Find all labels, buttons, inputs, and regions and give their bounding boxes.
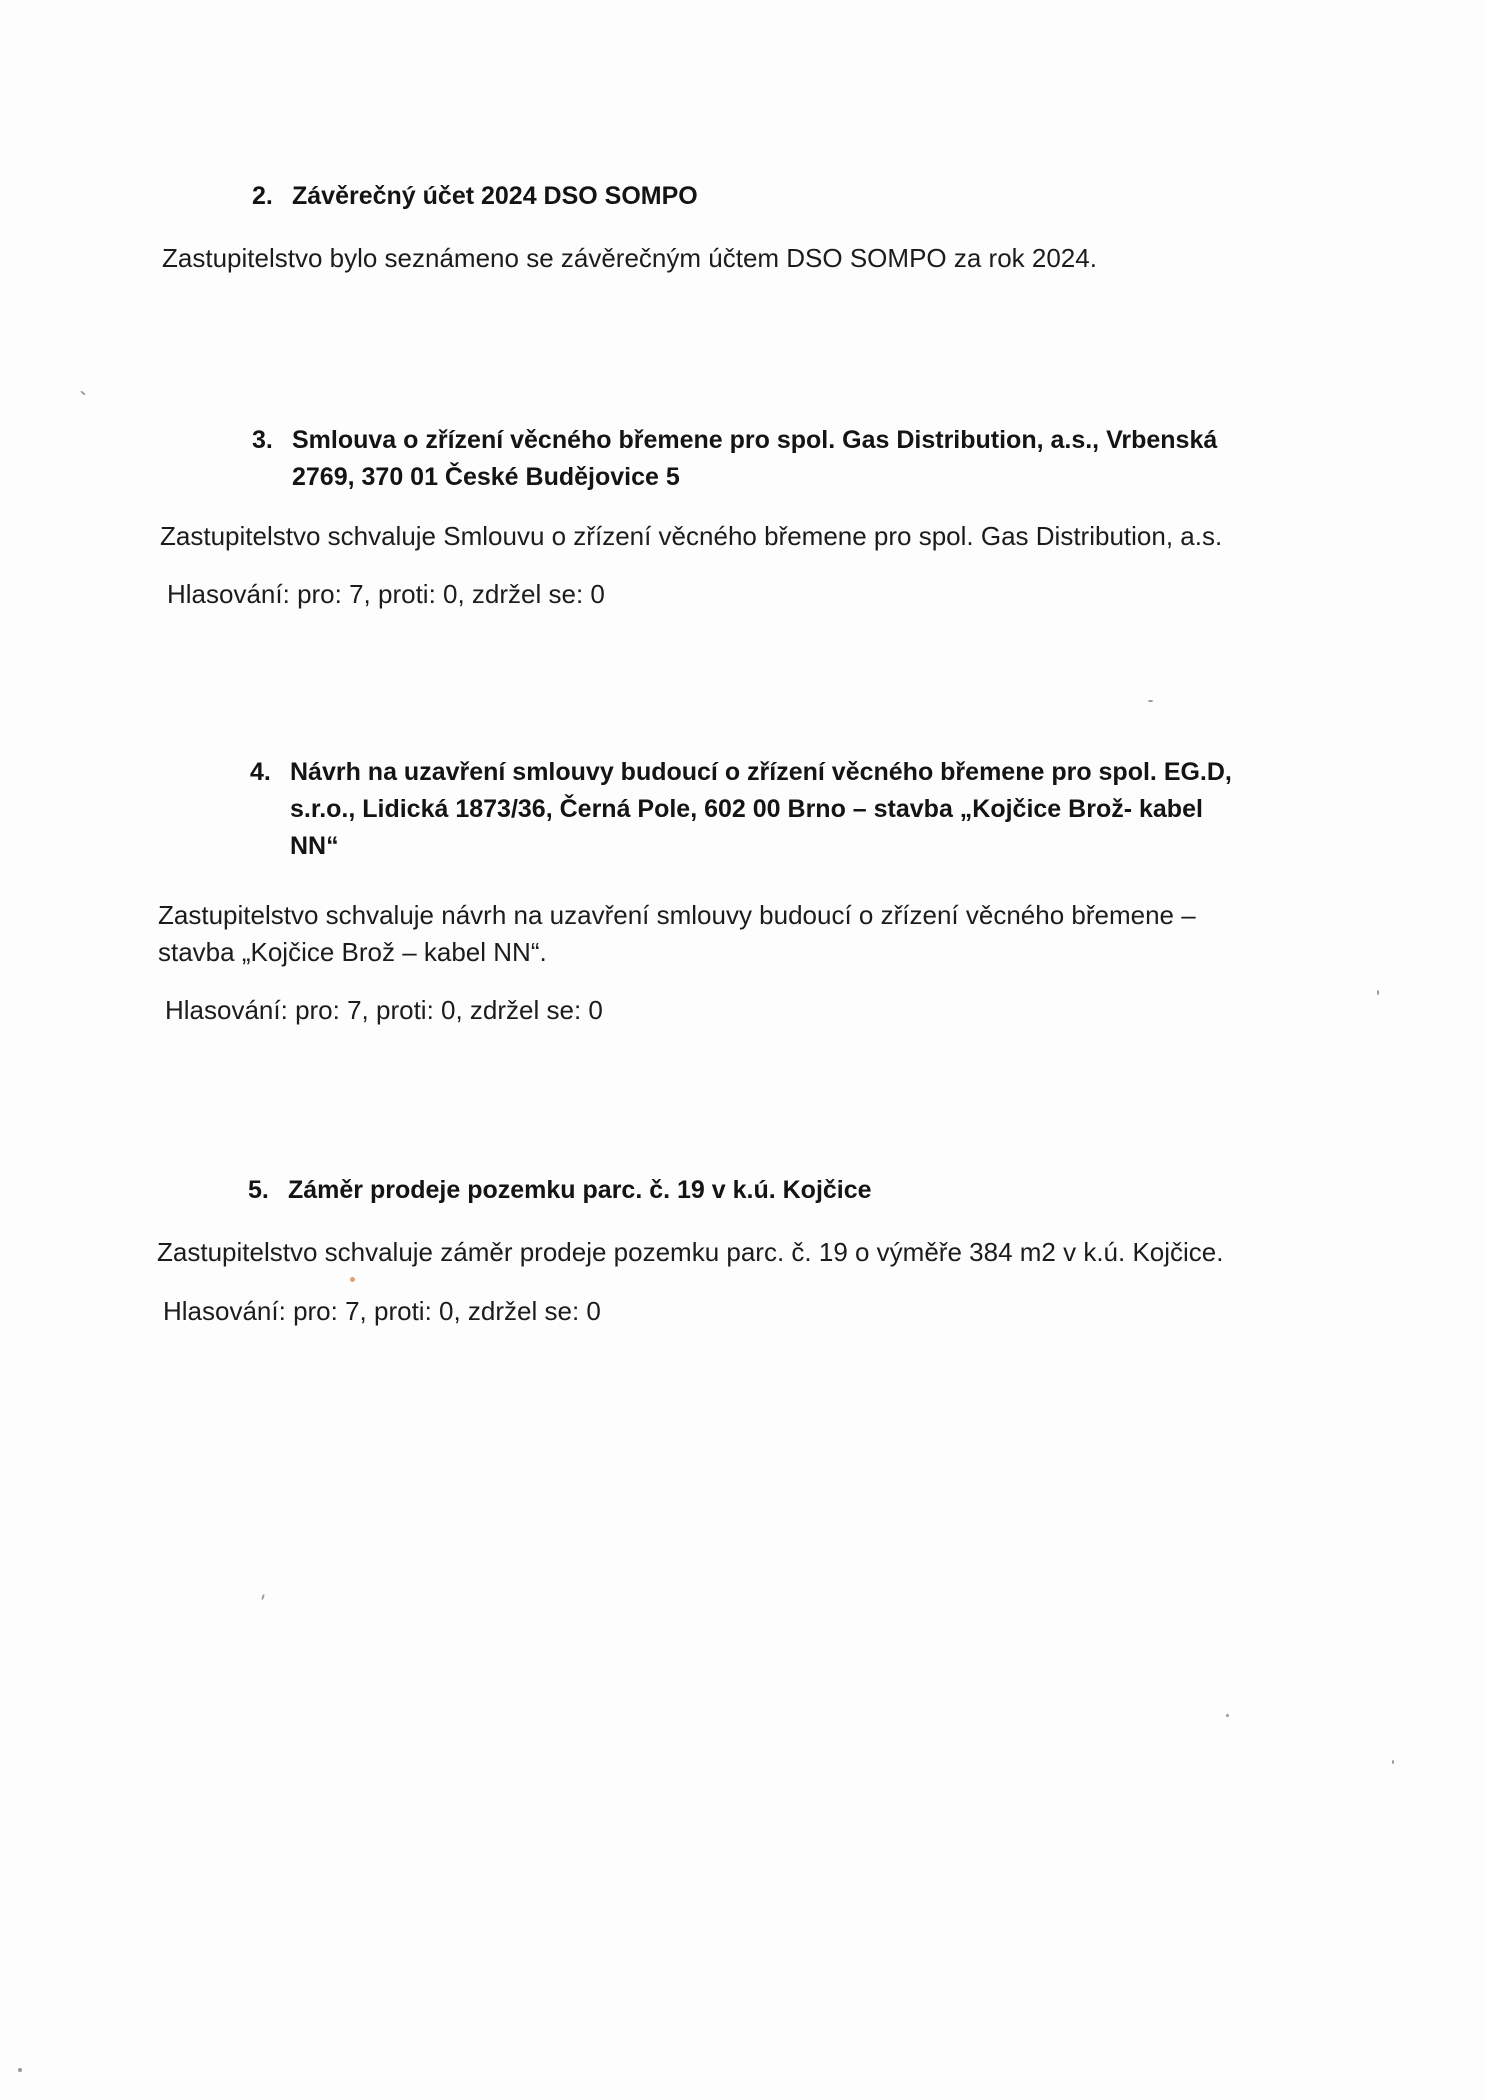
section-number: 4. [250,758,271,786]
section-4-body [158,897,1408,971]
section-4-heading [250,754,1300,865]
section-5-vote: Hlasování: pro: 7, proti: 0, zdržel se: 0 [163,1296,601,1326]
section-3-heading [252,422,1302,496]
section-title-line-1: Návrh na uzavření smlouvy budoucí o zřízení věcného břemene pro spol. EG.D, [290,758,1232,786]
scan-speck [1377,990,1379,995]
scan-speck [1148,700,1153,702]
section-number: 5. [248,1176,269,1204]
scan-speck [80,390,86,395]
section-5-body: Zastupitelstvo schvaluje záměr prodeje pozemku parc. č. 19 o výměře 384 m2 v k.ú. Kojčice. [157,1237,1224,1267]
section-title-line-2: 2769, 370 01 České Budějovice 5 [292,463,680,491]
scan-speck [18,2068,22,2072]
section-2-heading [252,178,1252,215]
section-4-vote: Hlasování: pro: 7, proti: 0, zdržel se: 0 [165,995,603,1025]
section-5-heading [248,1172,1298,1209]
section-2-body: Zastupitelstvo bylo seznámeno se závěrečným účtem DSO SOMPO za rok 2024. [162,243,1097,273]
section-title-line-1: Smlouva o zřízení věcného břemene pro spol. Gas Distribution, a.s., Vrbenská [292,426,1218,454]
section-title-line-2: s.r.o., Lidická 1873/36, Černá Pole, 602 00 Brno – stavba „Kojčice Brož- kabel [290,795,1203,823]
section-title: Závěrečný účet 2024 DSO SOMPO [292,182,698,210]
scan-speck [1226,1714,1229,1717]
section-number: 2. [252,182,273,210]
body-line-2: stavba „Kojčice Brož – kabel NN“. [158,937,547,967]
section-title-line-3: NN“ [290,832,339,860]
scan-speck [261,1594,265,1600]
body-line-1: Zastupitelstvo schvaluje návrh na uzavření smlouvy budoucí o zřízení věcného břemene – [158,900,1196,930]
scan-speck [1392,1760,1394,1764]
scan-speck [350,1277,355,1282]
section-3-body: Zastupitelstvo schvaluje Smlouvu o zřízení věcného břemene pro spol. Gas Distribution, a.s. [160,521,1223,551]
section-title: Záměr prodeje pozemku parc. č. 19 v k.ú. Kojčice [288,1176,872,1204]
section-number: 3. [252,426,273,454]
section-3-vote: Hlasování: pro: 7, proti: 0, zdržel se: 0 [167,579,605,609]
